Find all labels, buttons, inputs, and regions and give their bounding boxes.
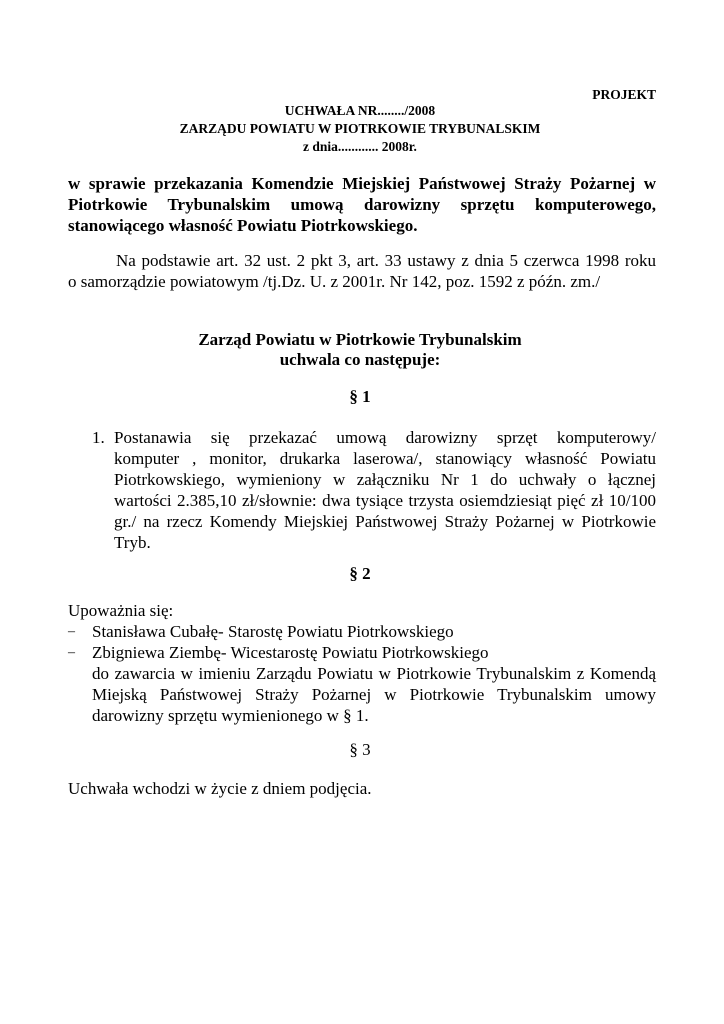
section-1-line: wartości 2.385,10 zł/słownie: dwa tysiące trzysta osiemdziesiąt pięć zł 10/100 bbox=[114, 491, 656, 510]
resolution-number: UCHWAŁA NR......../2008 bbox=[284, 103, 436, 118]
section-3-title: § 3 bbox=[349, 740, 371, 759]
section-2-title: § 2 bbox=[349, 564, 371, 583]
decree-line-2: uchwala co następuje: bbox=[279, 350, 441, 369]
decree-line-1: Zarząd Powiatu w Piotrkowie Trybunalskim bbox=[198, 330, 522, 349]
section-1-line: gr./ na rzecz Komendy Miejskiej Państwowej Straży Pożarnej w Piotrkowie bbox=[114, 512, 656, 531]
section-1-title: § 1 bbox=[349, 387, 371, 406]
authorized-person: Zbigniewa Ziembę- Wicestarostę Powiatu Piotrkowskiego bbox=[92, 643, 489, 662]
subject-line: stanowiącego własność Powiatu Piotrkowskiego. bbox=[68, 216, 418, 235]
basis-line: Na podstawie art. 32 ust. 2 pkt 3, art. 33 ustawy z dnia 5 czerwca 1998 roku bbox=[116, 251, 656, 270]
board-name: ZARZĄDU POWIATU W PIOTRKOWIE TRYBUNALSKIM bbox=[179, 121, 541, 136]
section-1-line: Postanawia się przekazać umową darowizny sprzęt komputerowy/ bbox=[114, 428, 656, 447]
bullet-dash-icon: – bbox=[68, 624, 75, 639]
subject-line: Piotrkowie Trybunalskim umową darowizny sprzętu komputerowego, bbox=[68, 195, 656, 214]
resolution-date: z dnia............ 2008r. bbox=[303, 139, 417, 154]
section-3-text: Uchwała wchodzi w życie z dniem podjęcia. bbox=[68, 779, 372, 798]
subject-line: w sprawie przekazania Komendzie Miejskiej Państwowej Straży Pożarnej w bbox=[68, 174, 656, 193]
basis-line: o samorządzie powiatowym /tj.Dz. U. z 2001r. Nr 142, poz. 1592 z późn. zm./ bbox=[68, 272, 601, 291]
section-1-line: Piotrkowskiego, wymieniony w załączniku Nr 1 do uchwały o łącznej bbox=[114, 470, 656, 489]
section-2-line: Miejską Państwowej Straży Pożarnej w Piotrkowie Trybunalskim umowy bbox=[92, 685, 656, 704]
section-2-intro: Upoważnia się: bbox=[68, 601, 174, 620]
section-2-line: darowizny sprzętu wymienionego w § 1. bbox=[92, 706, 369, 725]
projekt-label: PROJEKT bbox=[592, 87, 656, 102]
section-1-item-number: 1. bbox=[92, 428, 105, 447]
bullet-dash-icon: – bbox=[68, 645, 75, 660]
section-2-line: do zawarcia w imieniu Zarządu Powiatu w Piotrkowie Trybunalskim z Komendą bbox=[92, 664, 656, 683]
authorized-person: Stanisława Cubałę- Starostę Powiatu Piotrkowskiego bbox=[92, 622, 454, 641]
section-1-line: Tryb. bbox=[114, 533, 151, 552]
section-1-line: komputer , monitor, drukarka laserowa/, stanowiący własność Powiatu bbox=[114, 449, 656, 468]
